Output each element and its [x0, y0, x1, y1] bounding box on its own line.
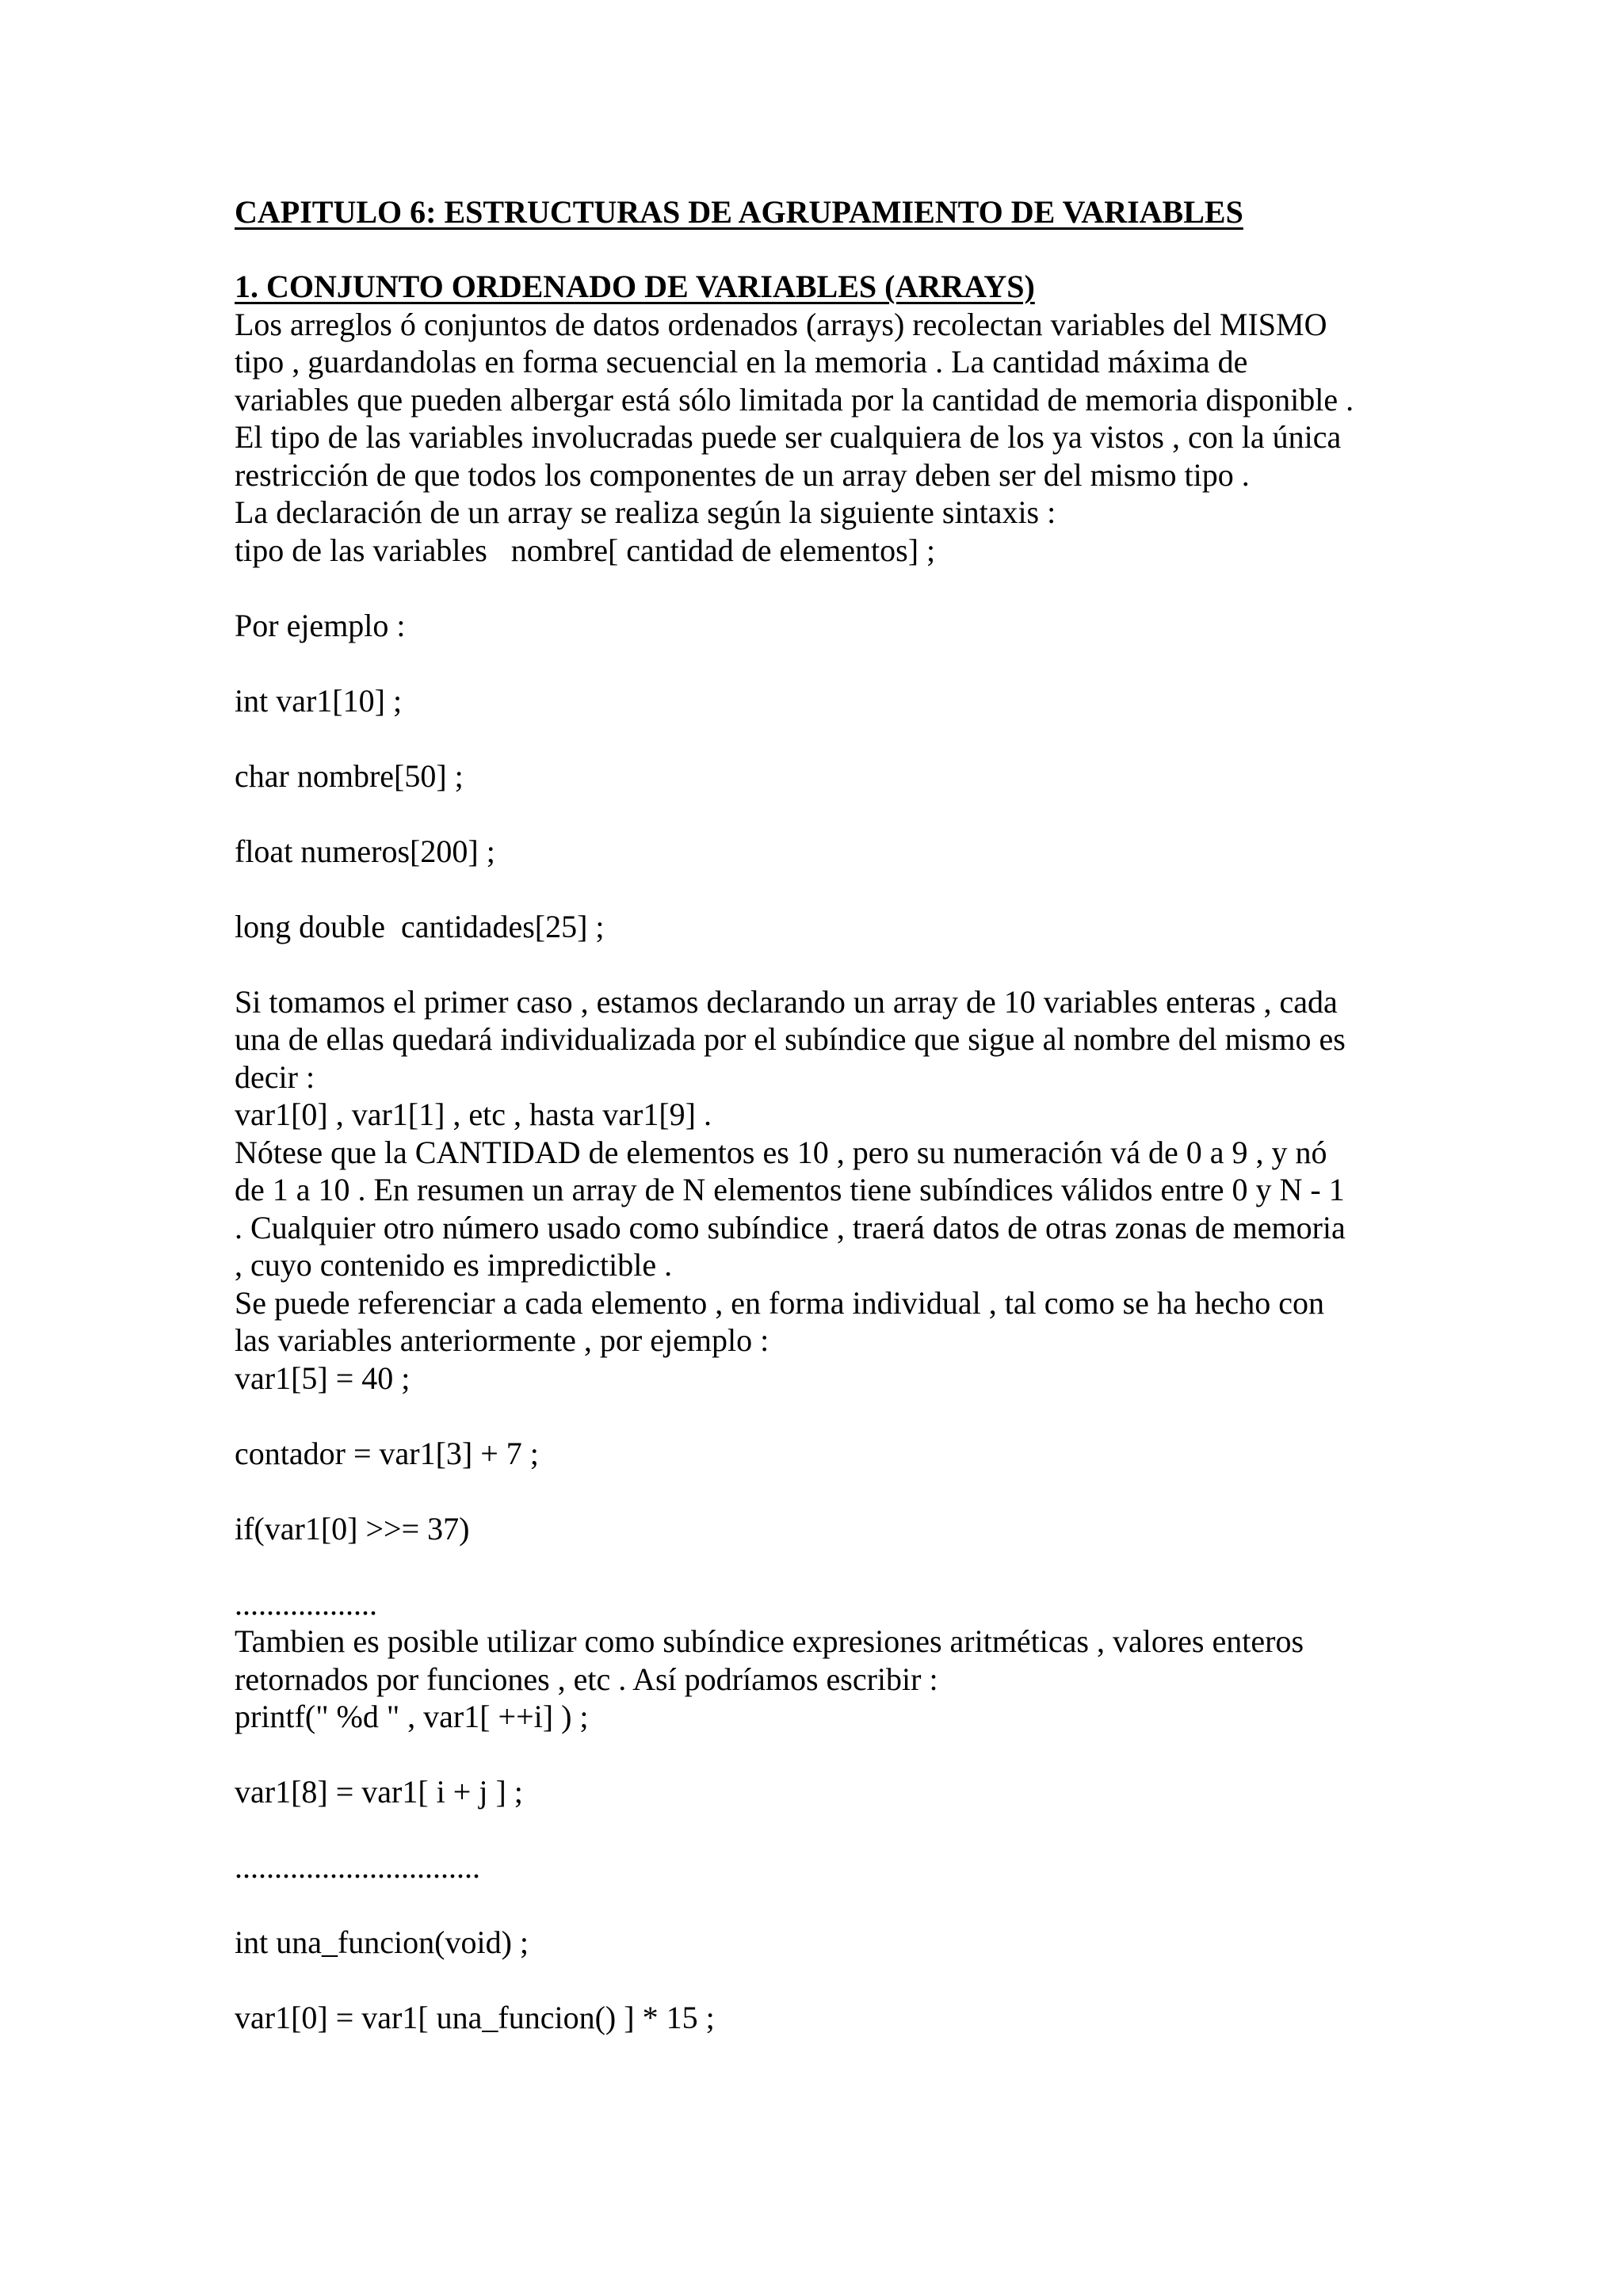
paragraph-line: Los arreglos ó conjuntos de datos ordenados (arrays) recolectan variables del MISMO [235, 307, 1327, 342]
paragraph-line: Se puede referenciar a cada elemento , en forma individual , tal como se ha hecho con [235, 1285, 1324, 1321]
paragraph-line: Si tomamos el primer caso , estamos declarando un array de 10 variables enteras , cada [235, 984, 1338, 1020]
code-line: int var1[10] ; [235, 683, 403, 719]
code-line: long double cantidades[25] ; [235, 909, 605, 944]
paragraph-line: . Cualquier otro número usado como subíndice , traerá datos de otras zonas de memoria [235, 1210, 1346, 1245]
paragraph-line: retornados por funciones , etc . Así podríamos escribir : [235, 1661, 938, 1697]
paragraph-line: Nótese que la CANTIDAD de elementos es 10 , pero su numeración vá de 0 a 9 , y nó [235, 1135, 1327, 1170]
code-line: float numeros[200] ; [235, 833, 495, 869]
ellipsis-line: .................. [235, 1586, 377, 1622]
paragraph-line: restricción de que todos los componentes de un array deben ser del mismo tipo . [235, 457, 1250, 493]
paragraph-line: de 1 a 10 . En resumen un array de N elementos tiene subíndices válidos entre 0 y N - 1 [235, 1172, 1345, 1207]
syntax-line: tipo de las variables nombre[ cantidad de elementos] ; [235, 532, 936, 568]
code-line: contador = var1[3] + 7 ; [235, 1436, 539, 1471]
paragraph-line: , cuyo contenido es impredictible . [235, 1247, 673, 1283]
paragraph-line: una de ellas quedará individualizada por el subíndice que sigue al nombre del mismo es [235, 1021, 1346, 1057]
chapter-title: CAPITULO 6: ESTRUCTURAS DE AGRUPAMIENTO DE VARIABLES [235, 194, 1243, 230]
code-line: if(var1[0] >>= 37) [235, 1511, 470, 1547]
paragraph-line: La declaración de un array se realiza según la siguiente sintaxis : [235, 494, 1056, 530]
paragraph-line: Tambien es posible utilizar como subíndice expresiones aritméticas , valores enteros [235, 1623, 1304, 1659]
paragraph-line: decir : [235, 1059, 315, 1095]
ellipsis-line: ............................... [235, 1849, 480, 1885]
paragraph-line: var1[0] , var1[1] , etc , hasta var1[9] . [235, 1097, 712, 1132]
code-line: printf(" %d " , var1[ ++i] ) ; [235, 1699, 589, 1734]
paragraph-line: tipo , guardandolas en forma secuencial en la memoria . La cantidad máxima de [235, 344, 1248, 379]
code-line: int una_funcion(void) ; [235, 1924, 529, 1960]
section-title: 1. CONJUNTO ORDENADO DE VARIABLES (ARRAYS) [235, 269, 1035, 304]
paragraph-line: El tipo de las variables involucradas puede ser cualquiera de los ya vistos , con la única [235, 419, 1342, 455]
code-line: char nombre[50] ; [235, 758, 464, 794]
paragraph-line: variables que pueden albergar está sólo limitada por la cantidad de memoria disponible . [235, 382, 1354, 418]
code-line: var1[8] = var1[ i + j ] ; [235, 1774, 523, 1810]
code-line: var1[0] = var1[ una_funcion() ] * 15 ; [235, 2000, 715, 2035]
document-page [235, 0, 1407, 2296]
paragraph-line: las variables anteriormente , por ejemplo : [235, 1322, 769, 1358]
code-line: var1[5] = 40 ; [235, 1360, 411, 1396]
example-intro: Por ejemplo : [235, 608, 406, 643]
